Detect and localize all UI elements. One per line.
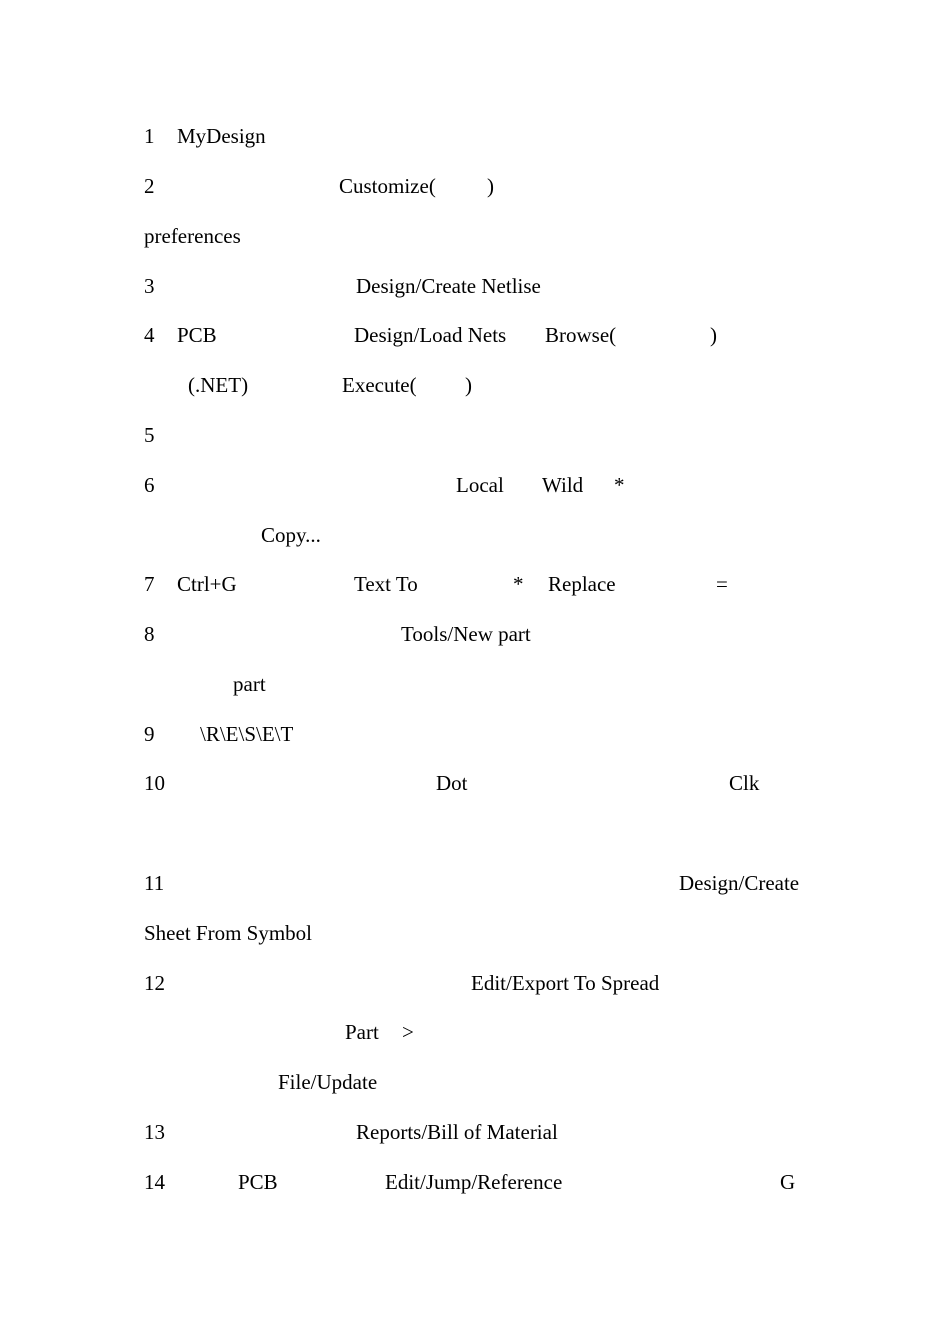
item-number-10: 10 <box>144 771 165 795</box>
item-number-11: 11 <box>144 871 165 895</box>
item-12-greater-than: > <box>402 1020 414 1044</box>
item-4-execute-close-paren: ) <box>465 373 472 397</box>
item-14-pcb: PCB <box>238 1170 278 1194</box>
item-11-menu-path: Design/Create <box>679 871 800 895</box>
item-9-reset-signal: \R\E\S\E\T <box>200 722 294 746</box>
item-4-browse: Browse( <box>545 323 617 347</box>
item-7-shortcut: Ctrl+G <box>177 572 237 596</box>
item-number-7: 7 <box>144 572 155 596</box>
item-12-part: Part <box>345 1020 379 1044</box>
item-10-clk: Clk <box>729 771 760 795</box>
item-1-text: MyDesign <box>177 124 266 148</box>
item-number-4: 4 <box>144 323 155 347</box>
item-4-execute: Execute( <box>342 373 417 397</box>
item-4-close-paren: ) <box>710 323 717 347</box>
item-number-12: 12 <box>144 971 165 995</box>
item-2-customize: Customize( <box>339 174 436 198</box>
item-number-6: 6 <box>144 473 155 497</box>
item-12-file-update: File/Update <box>278 1070 378 1094</box>
item-4-menu-path: Design/Load Nets <box>354 323 507 347</box>
item-2-close-paren: ) <box>487 174 494 198</box>
item-number-3: 3 <box>144 274 155 298</box>
item-14-g: G <box>780 1170 796 1194</box>
item-8-part: part <box>233 672 266 696</box>
item-number-2: 2 <box>144 174 155 198</box>
item-4-net-ext: (.NET) <box>188 373 249 397</box>
item-6-local: Local <box>456 473 504 497</box>
item-7-asterisk: * <box>513 572 524 596</box>
item-7-text-to: Text To <box>354 572 418 596</box>
item-6-wild: Wild <box>542 473 584 497</box>
item-6-asterisk: * <box>614 473 625 497</box>
item-number-13: 13 <box>144 1120 165 1144</box>
item-number-9: 9 <box>144 722 155 746</box>
item-number-14: 14 <box>144 1170 165 1194</box>
item-number-8: 8 <box>144 622 155 646</box>
item-2-preferences: preferences <box>144 224 241 248</box>
item-11-sheet-from-symbol: Sheet From Symbol <box>144 921 313 945</box>
item-7-equals: = <box>716 572 728 596</box>
item-number-1: 1 <box>144 124 155 148</box>
item-3-menu-path: Design/Create Netlise <box>356 274 541 298</box>
item-10-dot: Dot <box>436 771 468 795</box>
item-13-menu-path: Reports/Bill of Material <box>356 1120 558 1144</box>
item-8-menu-path: Tools/New part <box>401 622 531 646</box>
item-number-5: 5 <box>144 423 155 447</box>
item-14-menu-path: Edit/Jump/Reference <box>385 1170 563 1194</box>
item-7-replace: Replace <box>548 572 616 596</box>
item-4-pcb: PCB <box>177 323 217 347</box>
item-6-copy: Copy... <box>261 523 321 547</box>
item-12-menu-path: Edit/Export To Spread <box>471 971 660 995</box>
